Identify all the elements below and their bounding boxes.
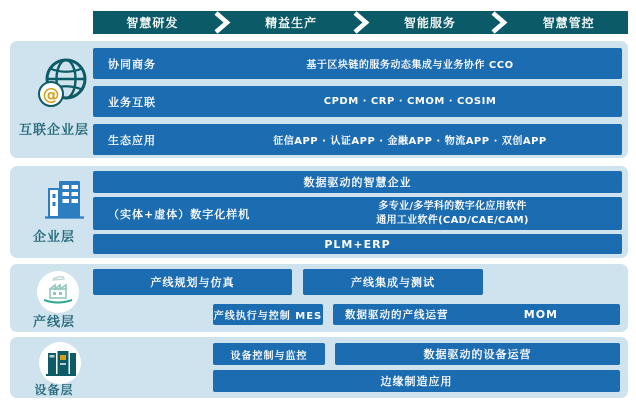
bar-label: （实体+虚体）数字化样机 <box>108 207 251 221</box>
bar-label: 协同商务 <box>108 57 156 71</box>
bar-line-planning-simulation <box>93 269 292 295</box>
flow-step-service: 智能服务 <box>403 16 456 30</box>
bar-business-interconnection <box>93 86 622 117</box>
bar-digital-prototype <box>93 197 622 230</box>
bar-edge-manufacturing-apps <box>213 370 620 392</box>
flow-step-control: 智慧管控 <box>542 16 595 30</box>
flow-bar <box>93 11 628 34</box>
bar-content: 数据驱动的产线运营 <box>345 309 449 321</box>
bar-content: 基于区块链的服务动态集成与业务协作 CCO <box>306 60 514 71</box>
bar-content <box>283 200 622 227</box>
panel-production-line-layer <box>10 264 628 332</box>
chevron-right-icon <box>489 11 509 34</box>
chevron-right-icon <box>351 11 371 34</box>
bar-content: CPDM · CRP · CMOM · COSIM <box>323 96 497 107</box>
bar-content-line: 多专业/多学科的数字化应用软件 <box>378 201 527 212</box>
bar-mes <box>213 304 323 325</box>
bar-ecosystem-apps <box>93 124 622 155</box>
panel-enterprise-layer <box>10 166 628 258</box>
layer-name-interconnected-enterprise: 互联企业层 <box>18 123 89 138</box>
buildings-icon <box>38 176 88 226</box>
flow-step-production: 精益生产 <box>265 16 318 30</box>
svg-text:@: @ <box>42 85 60 105</box>
bar-content: 数据驱动的设备运营 <box>423 348 532 361</box>
bar-content: 数据驱动的智慧企业 <box>303 176 412 189</box>
chevron-right-icon <box>212 11 232 34</box>
layer-name-enterprise: 企业层 <box>32 230 75 245</box>
panel-interconnected-enterprise-layer <box>10 41 628 158</box>
bar-content: PLM+ERP <box>324 237 391 251</box>
bar-data-driven-equipment-operation <box>335 343 620 365</box>
bar-collaborative-commerce <box>93 48 622 79</box>
bar-data-driven-line-operation <box>333 304 620 325</box>
flow-step-rd: 智慧研发 <box>126 16 179 30</box>
layer-name-equipment: 设备层 <box>34 383 74 397</box>
bar-line-integration-testing <box>303 269 483 295</box>
bar-plm-erp <box>93 234 622 254</box>
bar-content: 征信APP · 认证APP · 金融APP · 物流APP · 双创APP <box>273 136 547 147</box>
panel-equipment-layer <box>10 337 628 398</box>
bar-content: 产线执行与控制 MES <box>213 311 323 322</box>
bar-content: 边缘制造应用 <box>380 375 453 388</box>
bar-label: 业务互联 <box>108 95 156 109</box>
bar-equipment-control-monitoring <box>213 343 325 365</box>
bar-content-line: 通用工业软件(CAD/CAE/CAM) <box>376 214 529 226</box>
bar-data-driven-smart-enterprise <box>93 171 622 193</box>
globe-at-icon <box>35 54 91 116</box>
bar-content: 设备控制与监控 <box>230 350 308 362</box>
bar-label: 生态应用 <box>108 133 156 147</box>
layer-name-production-line: 产线层 <box>32 315 75 330</box>
bar-content: 产线集成与测试 <box>351 276 435 289</box>
bar-tag-mom: MOM <box>523 308 558 321</box>
bar-content: 产线规划与仿真 <box>150 276 235 289</box>
